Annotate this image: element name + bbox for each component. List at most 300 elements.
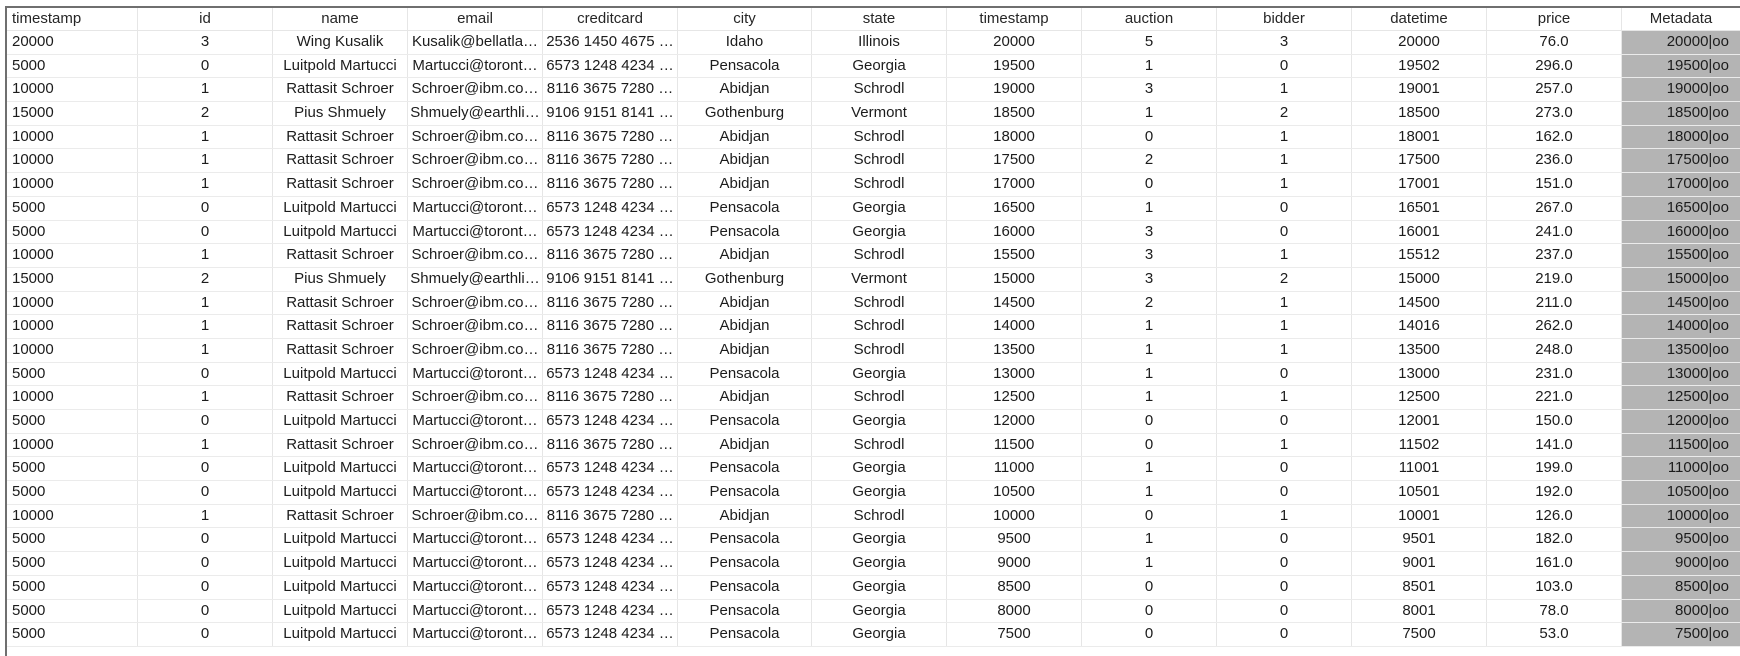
cell-id: 1 <box>138 434 273 457</box>
table-row[interactable] <box>7 244 1740 268</box>
cell-email: Schroer@ibm.co… <box>408 339 543 362</box>
cell-metadata: 20000|oo <box>1622 31 1740 54</box>
cell-price: 237.0 <box>1487 244 1622 267</box>
cell-id: 1 <box>138 173 273 196</box>
cell-timestamp-2: 17000 <box>947 173 1082 196</box>
cell-state: Schrodl <box>812 505 947 528</box>
cell-state: Georgia <box>812 552 947 575</box>
cell-timestamp-2: 20000 <box>947 31 1082 54</box>
cell-auction: 1 <box>1082 528 1217 551</box>
cell-city: Abidjan <box>678 386 812 409</box>
cell-metadata: 7500|oo <box>1622 623 1740 646</box>
cell-id: 1 <box>138 78 273 101</box>
cell-datetime: 13000 <box>1352 363 1487 386</box>
cell-city: Pensacola <box>678 600 812 623</box>
cell-timestamp-2: 19000 <box>947 78 1082 101</box>
cell-bidder: 0 <box>1217 197 1352 220</box>
cell-bidder: 2 <box>1217 268 1352 291</box>
cell-price: 78.0 <box>1487 600 1622 623</box>
cell-timestamp-1: 10000 <box>7 173 138 196</box>
cell-timestamp-1: 10000 <box>7 339 138 362</box>
cell-price: 231.0 <box>1487 363 1622 386</box>
cell-metadata: 15500|oo <box>1622 244 1740 267</box>
cell-datetime: 14500 <box>1352 292 1487 315</box>
cell-email: Schroer@ibm.co… <box>408 434 543 457</box>
cell-timestamp-1: 5000 <box>7 576 138 599</box>
cell-id: 0 <box>138 410 273 433</box>
cell-creditcard: 8116 3675 7280 … <box>543 315 678 338</box>
header-cell-timestamp-2[interactable]: timestamp <box>947 8 1082 30</box>
cell-auction: 0 <box>1082 173 1217 196</box>
cell-email: Martucci@toront… <box>408 600 543 623</box>
table-row[interactable] <box>7 149 1740 173</box>
cell-name: Rattasit Schroer <box>273 244 408 267</box>
cell-city: Pensacola <box>678 197 812 220</box>
cell-state: Illinois <box>812 31 947 54</box>
cell-timestamp-1: 10000 <box>7 505 138 528</box>
cell-datetime: 16501 <box>1352 197 1487 220</box>
cell-name: Luitpold Martucci <box>273 576 408 599</box>
cell-email: Martucci@toront… <box>408 221 543 244</box>
cell-metadata: 10000|oo <box>1622 505 1740 528</box>
cell-name: Luitpold Martucci <box>273 55 408 78</box>
cell-metadata: 10500|oo <box>1622 481 1740 504</box>
cell-price: 267.0 <box>1487 197 1622 220</box>
cell-price: 296.0 <box>1487 55 1622 78</box>
cell-creditcard: 8116 3675 7280 … <box>543 505 678 528</box>
cell-city: Abidjan <box>678 78 812 101</box>
cell-state: Georgia <box>812 576 947 599</box>
table-row[interactable] <box>7 623 1740 647</box>
table-row[interactable] <box>7 576 1740 600</box>
cell-email: Martucci@toront… <box>408 528 543 551</box>
cell-state: Schrodl <box>812 339 947 362</box>
cell-email: Martucci@toront… <box>408 552 543 575</box>
cell-creditcard: 8116 3675 7280 … <box>543 339 678 362</box>
cell-datetime: 9501 <box>1352 528 1487 551</box>
cell-timestamp-2: 16000 <box>947 221 1082 244</box>
cell-price: 262.0 <box>1487 315 1622 338</box>
cell-timestamp-2: 13000 <box>947 363 1082 386</box>
cell-metadata: 16000|oo <box>1622 221 1740 244</box>
header-cell-state[interactable]: state <box>812 8 947 30</box>
cell-city: Abidjan <box>678 244 812 267</box>
cell-id: 1 <box>138 244 273 267</box>
table-row[interactable] <box>7 505 1740 529</box>
cell-name: Luitpold Martucci <box>273 457 408 480</box>
cell-email: Martucci@toront… <box>408 55 543 78</box>
cell-price: 76.0 <box>1487 31 1622 54</box>
cell-auction: 3 <box>1082 244 1217 267</box>
table-row[interactable] <box>7 31 1740 55</box>
cell-name: Luitpold Martucci <box>273 221 408 244</box>
cell-email: Schroer@ibm.co… <box>408 78 543 101</box>
cell-bidder: 0 <box>1217 576 1352 599</box>
cell-price: 162.0 <box>1487 126 1622 149</box>
cell-timestamp-2: 14500 <box>947 292 1082 315</box>
cell-state: Schrodl <box>812 149 947 172</box>
cell-state: Vermont <box>812 102 947 125</box>
cell-state: Georgia <box>812 410 947 433</box>
cell-name: Rattasit Schroer <box>273 386 408 409</box>
cell-metadata: 9500|oo <box>1622 528 1740 551</box>
cell-name: Rattasit Schroer <box>273 339 408 362</box>
header-cell-datetime[interactable]: datetime <box>1352 8 1487 30</box>
table <box>7 8 1740 647</box>
cell-metadata: 17000|oo <box>1622 173 1740 196</box>
cell-timestamp-2: 16500 <box>947 197 1082 220</box>
cell-bidder: 1 <box>1217 505 1352 528</box>
cell-city: Abidjan <box>678 434 812 457</box>
cell-metadata: 14000|oo <box>1622 315 1740 338</box>
cell-bidder: 1 <box>1217 315 1352 338</box>
cell-creditcard: 8116 3675 7280 … <box>543 434 678 457</box>
cell-datetime: 14016 <box>1352 315 1487 338</box>
cell-datetime: 10501 <box>1352 481 1487 504</box>
cell-auction: 5 <box>1082 31 1217 54</box>
table-row[interactable] <box>7 600 1740 624</box>
cell-city: Pensacola <box>678 410 812 433</box>
cell-id: 1 <box>138 315 273 338</box>
cell-timestamp-2: 9000 <box>947 552 1082 575</box>
table-row[interactable] <box>7 339 1740 363</box>
cell-auction: 1 <box>1082 363 1217 386</box>
cell-timestamp-2: 11500 <box>947 434 1082 457</box>
cell-price: 150.0 <box>1487 410 1622 433</box>
table-header-row <box>7 8 1740 31</box>
cell-name: Luitpold Martucci <box>273 410 408 433</box>
cell-creditcard: 6573 1248 4234 … <box>543 528 678 551</box>
table-row[interactable] <box>7 481 1740 505</box>
cell-bidder: 1 <box>1217 149 1352 172</box>
cell-timestamp-2: 15000 <box>947 268 1082 291</box>
cell-metadata: 14500|oo <box>1622 292 1740 315</box>
table-row[interactable] <box>7 410 1740 434</box>
cell-creditcard: 8116 3675 7280 … <box>543 126 678 149</box>
cell-id: 0 <box>138 457 273 480</box>
cell-email: Martucci@toront… <box>408 623 543 646</box>
cell-bidder: 1 <box>1217 173 1352 196</box>
cell-creditcard: 6573 1248 4234 … <box>543 481 678 504</box>
cell-metadata: 18500|oo <box>1622 102 1740 125</box>
cell-city: Pensacola <box>678 623 812 646</box>
table-row[interactable] <box>7 315 1740 339</box>
cell-datetime: 17500 <box>1352 149 1487 172</box>
cell-state: Georgia <box>812 55 947 78</box>
table-row[interactable] <box>7 197 1740 221</box>
cell-timestamp-1: 10000 <box>7 126 138 149</box>
cell-creditcard: 6573 1248 4234 … <box>543 221 678 244</box>
cell-name: Pius Shmuely <box>273 102 408 125</box>
cell-bidder: 0 <box>1217 363 1352 386</box>
cell-bidder: 1 <box>1217 386 1352 409</box>
header-cell-price[interactable]: price <box>1487 8 1622 30</box>
cell-state: Georgia <box>812 363 947 386</box>
cell-state: Georgia <box>812 528 947 551</box>
cell-name: Luitpold Martucci <box>273 481 408 504</box>
cell-price: 211.0 <box>1487 292 1622 315</box>
cell-name: Luitpold Martucci <box>273 600 408 623</box>
table-row[interactable] <box>7 102 1740 126</box>
cell-id: 0 <box>138 623 273 646</box>
header-cell-timestamp-1[interactable]: timestamp <box>7 8 138 30</box>
cell-price: 241.0 <box>1487 221 1622 244</box>
data-grid <box>5 6 1740 656</box>
cell-price: 219.0 <box>1487 268 1622 291</box>
cell-auction: 1 <box>1082 315 1217 338</box>
cell-datetime: 18001 <box>1352 126 1487 149</box>
cell-email: Schroer@ibm.co… <box>408 386 543 409</box>
cell-name: Rattasit Schroer <box>273 78 408 101</box>
table-row[interactable] <box>7 363 1740 387</box>
table-row[interactable] <box>7 457 1740 481</box>
cell-bidder: 0 <box>1217 55 1352 78</box>
table-row[interactable] <box>7 292 1740 316</box>
cell-timestamp-2: 10500 <box>947 481 1082 504</box>
cell-datetime: 9001 <box>1352 552 1487 575</box>
cell-bidder: 0 <box>1217 410 1352 433</box>
cell-timestamp-2: 7500 <box>947 623 1082 646</box>
cell-datetime: 15000 <box>1352 268 1487 291</box>
cell-datetime: 17001 <box>1352 173 1487 196</box>
cell-timestamp-2: 12000 <box>947 410 1082 433</box>
cell-city: Pensacola <box>678 552 812 575</box>
header-cell-bidder[interactable]: bidder <box>1217 8 1352 30</box>
cell-timestamp-2: 18500 <box>947 102 1082 125</box>
cell-auction: 2 <box>1082 149 1217 172</box>
cell-name: Rattasit Schroer <box>273 292 408 315</box>
cell-timestamp-2: 14000 <box>947 315 1082 338</box>
cell-datetime: 11502 <box>1352 434 1487 457</box>
cell-city: Gothenburg <box>678 268 812 291</box>
table-row[interactable] <box>7 386 1740 410</box>
cell-bidder: 1 <box>1217 126 1352 149</box>
cell-auction: 0 <box>1082 434 1217 457</box>
cell-id: 0 <box>138 363 273 386</box>
cell-price: 182.0 <box>1487 528 1622 551</box>
cell-email: Shmuely@earthli… <box>408 268 543 291</box>
header-cell-id[interactable]: id <box>138 8 273 30</box>
cell-price: 126.0 <box>1487 505 1622 528</box>
cell-timestamp-1: 5000 <box>7 55 138 78</box>
cell-auction: 1 <box>1082 481 1217 504</box>
cell-datetime: 15512 <box>1352 244 1487 267</box>
table-row[interactable] <box>7 78 1740 102</box>
cell-auction: 0 <box>1082 505 1217 528</box>
cell-state: Schrodl <box>812 126 947 149</box>
cell-metadata: 18000|oo <box>1622 126 1740 149</box>
cell-timestamp-2: 19500 <box>947 55 1082 78</box>
cell-id: 1 <box>138 292 273 315</box>
cell-city: Pensacola <box>678 55 812 78</box>
cell-timestamp-1: 10000 <box>7 434 138 457</box>
cell-city: Pensacola <box>678 457 812 480</box>
cell-email: Schroer@ibm.co… <box>408 173 543 196</box>
cell-id: 0 <box>138 197 273 220</box>
cell-name: Luitpold Martucci <box>273 197 408 220</box>
cell-creditcard: 6573 1248 4234 … <box>543 55 678 78</box>
cell-name: Rattasit Schroer <box>273 126 408 149</box>
cell-city: Pensacola <box>678 528 812 551</box>
cell-datetime: 8501 <box>1352 576 1487 599</box>
cell-name: Rattasit Schroer <box>273 505 408 528</box>
cell-timestamp-1: 15000 <box>7 102 138 125</box>
cell-auction: 1 <box>1082 102 1217 125</box>
cell-metadata: 15000|oo <box>1622 268 1740 291</box>
cell-state: Schrodl <box>812 173 947 196</box>
cell-bidder: 0 <box>1217 221 1352 244</box>
header-cell-metadata[interactable]: Metadata <box>1649 10 1713 27</box>
cell-bidder: 0 <box>1217 481 1352 504</box>
cell-name: Luitpold Martucci <box>273 528 408 551</box>
table-row[interactable] <box>7 434 1740 458</box>
cell-state: Vermont <box>812 268 947 291</box>
cell-city: Pensacola <box>678 576 812 599</box>
cell-datetime: 12500 <box>1352 386 1487 409</box>
cell-state: Schrodl <box>812 292 947 315</box>
table-row[interactable] <box>7 126 1740 150</box>
cell-auction: 1 <box>1082 197 1217 220</box>
cell-metadata: 17500|oo <box>1622 149 1740 172</box>
cell-name: Rattasit Schroer <box>273 434 408 457</box>
cell-creditcard: 6573 1248 4234 … <box>543 600 678 623</box>
cell-auction: 0 <box>1082 576 1217 599</box>
cell-auction: 0 <box>1082 126 1217 149</box>
cell-price: 236.0 <box>1487 149 1622 172</box>
cell-timestamp-1: 5000 <box>7 457 138 480</box>
cell-price: 273.0 <box>1487 102 1622 125</box>
cell-timestamp-2: 11000 <box>947 457 1082 480</box>
cell-metadata: 11500|oo <box>1622 434 1740 457</box>
cell-creditcard: 8116 3675 7280 … <box>543 386 678 409</box>
cell-datetime: 19502 <box>1352 55 1487 78</box>
cell-metadata: 19500|oo <box>1622 55 1740 78</box>
cell-auction: 1 <box>1082 55 1217 78</box>
cell-metadata: 12000|oo <box>1622 410 1740 433</box>
cell-timestamp-2: 12500 <box>947 386 1082 409</box>
cell-id: 1 <box>138 386 273 409</box>
cell-creditcard: 6573 1248 4234 … <box>543 197 678 220</box>
cell-bidder: 0 <box>1217 457 1352 480</box>
cell-creditcard: 6573 1248 4234 … <box>543 363 678 386</box>
table-row[interactable] <box>7 528 1740 552</box>
cell-timestamp-1: 10000 <box>7 292 138 315</box>
cell-metadata: 16500|oo <box>1622 197 1740 220</box>
cell-creditcard: 8116 3675 7280 … <box>543 173 678 196</box>
cell-id: 0 <box>138 481 273 504</box>
cell-bidder: 1 <box>1217 434 1352 457</box>
cell-timestamp-1: 5000 <box>7 410 138 433</box>
cell-auction: 0 <box>1082 410 1217 433</box>
cell-timestamp-1: 10000 <box>7 315 138 338</box>
table-row[interactable] <box>7 552 1740 576</box>
cell-creditcard: 2536 1450 4675 … <box>543 31 678 54</box>
header-cell-city[interactable]: city <box>678 8 812 30</box>
cell-id: 2 <box>138 102 273 125</box>
cell-city: Pensacola <box>678 363 812 386</box>
header-cell-name[interactable]: name <box>273 8 408 30</box>
cell-name: Luitpold Martucci <box>273 623 408 646</box>
cell-id: 3 <box>138 31 273 54</box>
cell-city: Gothenburg <box>678 102 812 125</box>
cell-price: 151.0 <box>1487 173 1622 196</box>
cell-timestamp-1: 5000 <box>7 221 138 244</box>
cell-datetime: 11001 <box>1352 457 1487 480</box>
cell-id: 1 <box>138 505 273 528</box>
cell-timestamp-2: 10000 <box>947 505 1082 528</box>
cell-id: 0 <box>138 600 273 623</box>
cell-id: 1 <box>138 339 273 362</box>
cell-state: Georgia <box>812 457 947 480</box>
cell-name: Luitpold Martucci <box>273 552 408 575</box>
cell-bidder: 0 <box>1217 600 1352 623</box>
cell-auction: 1 <box>1082 386 1217 409</box>
cell-email: Martucci@toront… <box>408 197 543 220</box>
cell-email: Schroer@ibm.co… <box>408 505 543 528</box>
cell-timestamp-1: 5000 <box>7 623 138 646</box>
cell-id: 0 <box>138 528 273 551</box>
cell-city: Abidjan <box>678 173 812 196</box>
cell-auction: 3 <box>1082 268 1217 291</box>
cell-metadata: 8000|oo <box>1622 600 1740 623</box>
cell-price: 199.0 <box>1487 457 1622 480</box>
cell-email: Schroer@ibm.co… <box>408 315 543 338</box>
header-cell-email[interactable]: email <box>408 8 543 30</box>
cell-id: 0 <box>138 221 273 244</box>
cell-timestamp-1: 20000 <box>7 31 138 54</box>
cell-datetime: 13500 <box>1352 339 1487 362</box>
cell-timestamp-1: 15000 <box>7 268 138 291</box>
cell-creditcard: 9106 9151 8141 … <box>543 268 678 291</box>
cell-name: Rattasit Schroer <box>273 315 408 338</box>
table-row[interactable] <box>7 173 1740 197</box>
cell-creditcard: 8116 3675 7280 … <box>543 78 678 101</box>
cell-creditcard: 6573 1248 4234 … <box>543 410 678 433</box>
cell-datetime: 10001 <box>1352 505 1487 528</box>
cell-price: 53.0 <box>1487 623 1622 646</box>
header-cell-auction[interactable]: auction <box>1082 8 1217 30</box>
cell-id: 1 <box>138 126 273 149</box>
cell-email: Schroer@ibm.co… <box>408 292 543 315</box>
cell-name: Rattasit Schroer <box>273 149 408 172</box>
cell-state: Schrodl <box>812 434 947 457</box>
cell-metadata: 12500|oo <box>1622 386 1740 409</box>
table-row[interactable] <box>7 221 1740 245</box>
cell-metadata: 8500|oo <box>1622 576 1740 599</box>
cell-id: 0 <box>138 55 273 78</box>
cell-auction: 3 <box>1082 78 1217 101</box>
cell-price: 103.0 <box>1487 576 1622 599</box>
header-cell-creditcard[interactable]: creditcard <box>543 8 678 30</box>
cell-timestamp-1: 5000 <box>7 481 138 504</box>
cell-price: 161.0 <box>1487 552 1622 575</box>
cell-creditcard: 9106 9151 8141 … <box>543 102 678 125</box>
cell-metadata: 9000|oo <box>1622 552 1740 575</box>
cell-timestamp-1: 10000 <box>7 78 138 101</box>
table-row[interactable] <box>7 268 1740 292</box>
cell-price: 141.0 <box>1487 434 1622 457</box>
cell-state: Schrodl <box>812 315 947 338</box>
cell-timestamp-1: 5000 <box>7 600 138 623</box>
cell-id: 2 <box>138 268 273 291</box>
cell-state: Georgia <box>812 481 947 504</box>
cell-email: Martucci@toront… <box>408 457 543 480</box>
cell-id: 0 <box>138 576 273 599</box>
table-row[interactable] <box>7 55 1740 79</box>
cell-email: Kusalik@bellatla… <box>408 31 543 54</box>
cell-state: Georgia <box>812 197 947 220</box>
cell-timestamp-2: 8500 <box>947 576 1082 599</box>
